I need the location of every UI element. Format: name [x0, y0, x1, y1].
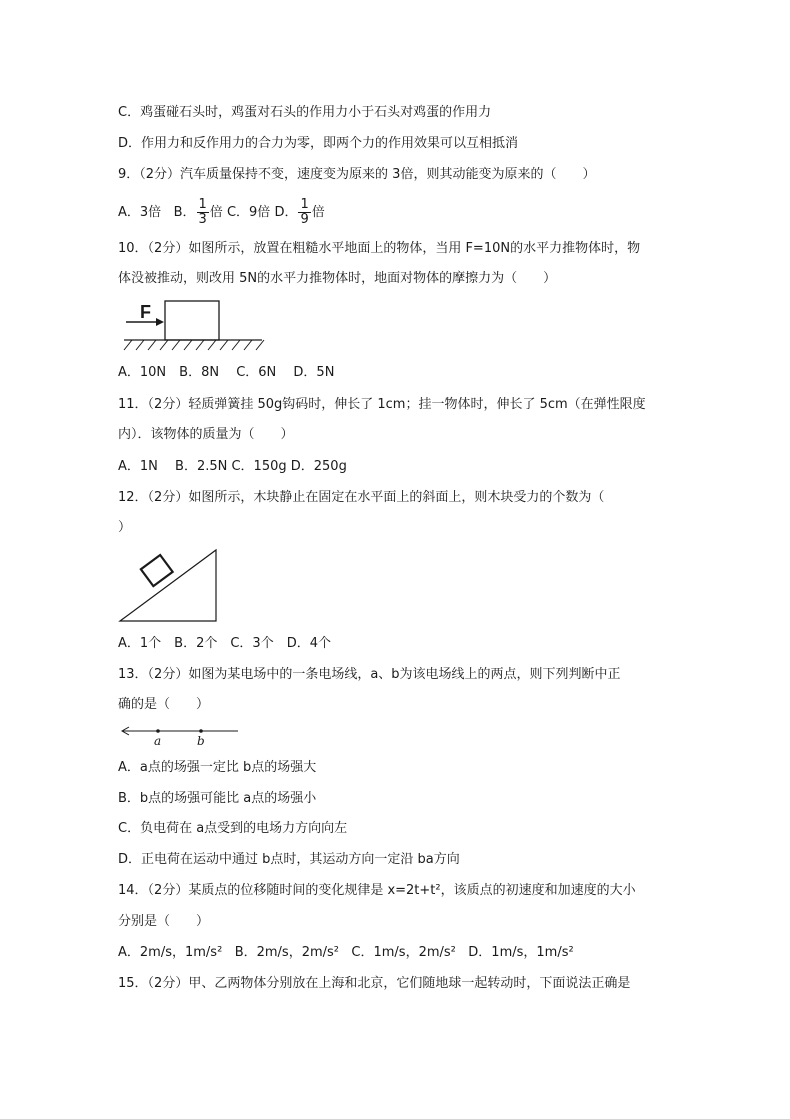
q10-stem-line2: 体没被推动，则改用 5N的水平力推物体时，地面对物体的摩擦力为（ ） [118, 271, 557, 286]
q9-option-c: C．9倍 [226, 205, 271, 220]
q14-option-d: D．1m/s，1m/s² [468, 945, 574, 960]
q13-stem-line1: 13．（2分）如图为某电场中的一条电场线，a、b为该电场线上的两点，则下列判断中正 [118, 667, 621, 682]
q11-stem-line1: 11．（2分）轻质弹簧挂 50g钩码时，伸长了 1cm；挂一物体时，伸长了 5cm（在弹性限度 [118, 397, 646, 412]
block [165, 301, 219, 340]
q9-option-d-suffix: 倍 [311, 205, 325, 220]
q9-stem: 9．（2分）汽车质量保持不变，速度变为原来的 3倍，则其动能变为原来的（ ） [118, 167, 596, 182]
q10-stem-line1: 10．（2分）如图所示，放置在粗糙水平地面上的物体，当用 F=10N的水平力推物体时，物 [118, 241, 641, 256]
q13-option-c: C．负电荷在 a点受到的电场力方向向左 [118, 821, 348, 836]
q9-options [118, 198, 325, 227]
point-a [156, 729, 160, 733]
q14-option-a: A．2m/s，1m/s² [118, 945, 223, 960]
q12-stem-line2: ） [118, 520, 132, 535]
q11-options: A．1N B．2.5N C．150g D．250g [118, 459, 347, 474]
q9-option-a: A．3倍 [118, 205, 162, 220]
q13-figure-field-line [118, 724, 242, 748]
q13-option-a: A．a点的场强一定比 b点的场强大 [118, 760, 317, 775]
q15-stem-line1: 15．（2分）甲、乙两物体分别放在上海和北京，它们随地球一起转动时，下面说法正确是 [118, 976, 631, 991]
force-arrow-head [156, 318, 164, 326]
q10-options: A．10N B．8N C．6N D．5N [118, 365, 335, 380]
q14-options [118, 944, 574, 962]
q9-option-d-fraction [298, 198, 310, 227]
q12-figure-block-on-incline [118, 548, 222, 624]
q14-option-c: C．1m/s，2m/s² [351, 945, 456, 960]
q9-option-d-prefix: D． [274, 205, 298, 220]
incline [120, 550, 216, 621]
q13-option-d: D．正电荷在运动中通过 b点时，其运动方向一定沿 ba方向 [118, 852, 460, 867]
fraction-denominator: 9 [300, 212, 309, 227]
fraction-numerator: 1 [198, 197, 207, 212]
q9-option-b-fraction [197, 198, 209, 227]
label-a: a [154, 734, 162, 748]
fraction-numerator: 1 [300, 197, 309, 212]
force-label: F [140, 302, 151, 322]
q9-option-b-prefix: B． [173, 205, 196, 220]
fraction-denominator: 3 [198, 212, 207, 227]
q12-stem-line1: 12．（2分）如图所示，木块静止在固定在水平面上的斜面上，则木块受力的个数为（ [118, 490, 605, 505]
q14-stem-line1: 14．（2分）某质点的位移随时间的变化规律是 x=2t+t²，该质点的初速度和加速度的大小 [118, 883, 636, 898]
wooden-block [141, 555, 173, 586]
q9-option-b-suffix: 倍 [209, 205, 223, 220]
q12-options: A．1个 B．2个 C．3个 D．4个 [118, 636, 331, 651]
q8-option-c: C．鸡蛋碰石头时，鸡蛋对石头的作用力小于石头对鸡蛋的作用力 [118, 105, 492, 120]
q14-option-b: B．2m/s，2m/s² [234, 945, 339, 960]
q13-stem-line2: 确的是（ ） [118, 697, 210, 712]
q14-stem-line2: 分别是（ ） [118, 914, 210, 929]
point-b [199, 729, 203, 733]
q11-stem-line2: 内）．该物体的质量为（ ） [118, 427, 294, 442]
q8-option-d: D．作用力和反作用力的合力为零，即两个力的作用效果可以互相抵消 [118, 136, 519, 151]
ground-hatching [124, 340, 264, 350]
q10-figure-block-on-ground [118, 296, 268, 354]
q13-option-b: B．b点的场强可能比 a点的场强小 [118, 791, 317, 806]
label-b: b [197, 734, 205, 748]
